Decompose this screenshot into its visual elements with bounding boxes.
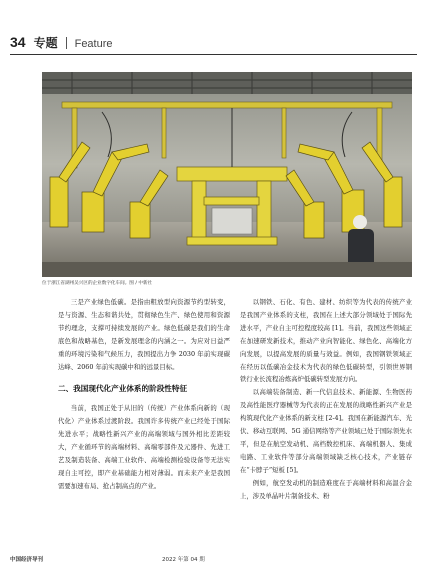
article-right-column <box>240 296 412 503</box>
paragraph: 例如，航空发动机的制造难度在于高端材料和高温合金上，涉及单晶叶片制备技术、粉 <box>240 478 412 500</box>
factory-photo <box>42 72 412 277</box>
section-heading: 二、我国现代化产业体系的阶段性特征 <box>58 384 188 394</box>
article-left-column <box>58 296 230 493</box>
page-number: 34 <box>10 34 26 50</box>
section-title-en: Feature <box>74 38 113 50</box>
paragraph: 三是产业绿色低碳。是指由粗放型向资源节约型转变，是与资源、生态和谐共处，贯彻绿色生产、绿色使用和资源节约理念，支撑可持续发展的产业。绿色低碳是我们的生命底色和战略基色，是新发展理念的内涵之一。为应对日益严重的环境污染和气候压力，我国提出力争 2030 年前实现碳达峰、2060 年前实现碳中和的远景目标。 <box>58 298 230 371</box>
header-rule <box>10 54 417 55</box>
header-divider <box>66 37 67 49</box>
paragraph: 以高端装备制造、新一代信息技术、新能源、生物医药及高性能医疗器械等为代表的正在发展的战略性新兴产业是构筑现代化产业体系的新支柱 [2-4]。我国在新能源汽车、光伏、移动互联网、5G 通信网络等产业领域已处于国际领先水平，但是在航空发动机、高档数控机床、高端机器人、集成电路、工业软件等部分高端领域缺乏核心技术，产业链存在“卡脖子”短板 [5]。 <box>240 388 412 474</box>
paragraph: 当前，我国正处于从旧的（传统）产业体系向新的（现代化）产业体系过渡阶段。我国许多传统产业已经处于国际先进水平；战略性新兴产业的高端领域与国外相比差距较大，产业循环节的高端材料、高端零部件及元器件、先进工艺及制造装备、高端工业软件、高端检测检验设备等无法实现自主可控，即产业基础能力相对薄弱。而未来产业是我国需要加速布局、抢占制高点的产业。 <box>58 404 230 490</box>
photo-caption: 位于浙江省湖州吴兴区的企业数字化车间。图 / 中新社 <box>42 281 153 286</box>
issue-label: 2022 年第 04 期 <box>162 557 205 563</box>
paragraph: 以钢铁、石化、有色、建材、纺织等为代表的传统产业是我国产业体系的支柱，我国在上述大部分领域处于国际先进水平，产业自主可控程度较高 [1]。当前，我国这些领域正在加速研发新技术，推动产业向智能化、绿色化、高端化方向发展，以提高发展的质量与效益。例如，我国钢铁领域正在经历以低碳冶金技术为代表的绿色低碳转型，引领世界钢铁行业长流程冶炼高炉低碳转型发展方向。 <box>240 298 412 384</box>
section-title: 专题 <box>33 36 58 50</box>
page-header <box>10 34 113 52</box>
magazine-name: 中国经济导刊 <box>10 557 44 563</box>
